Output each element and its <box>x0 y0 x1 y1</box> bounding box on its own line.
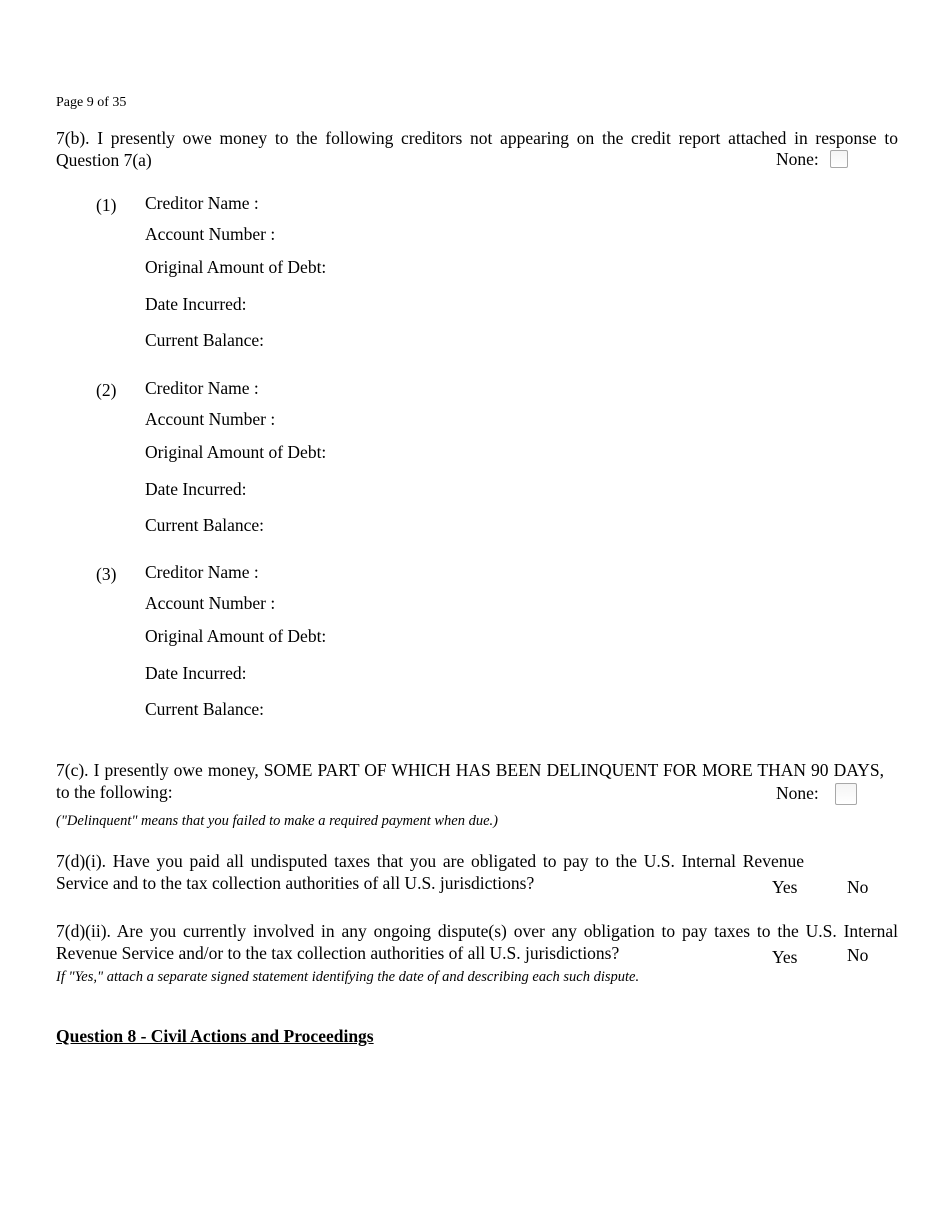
creditor-2-amount-label: Original Amount of Debt: <box>145 442 327 462</box>
creditor-1-name-label: Creditor Name : <box>145 193 259 213</box>
q7c-none-checkbox[interactable] <box>835 783 857 805</box>
creditor-1-amount-label: Original Amount of Debt: <box>145 257 327 277</box>
question-7c-text: 7(c). I presently owe money, SOME PART OF WHICH HAS BEEN DELINQUENT FOR MORE THAN 90 DAYS, to the following: <box>56 760 884 802</box>
q7b-none-checkbox[interactable] <box>830 150 848 168</box>
creditor-1-date-label: Date Incurred: <box>145 294 247 314</box>
creditor-3-balance-label: Current Balance: <box>145 699 265 719</box>
q7di-yes-option[interactable]: Yes <box>772 877 798 897</box>
q7dii-yes-option[interactable]: Yes <box>772 947 798 967</box>
q7di-no-option[interactable]: No <box>847 877 869 897</box>
creditor-3-amount-label: Original Amount of Debt: <box>145 626 327 646</box>
creditor-2-balance-label: Current Balance: <box>145 515 265 535</box>
q7b-none-label: None: <box>776 149 819 169</box>
q7dii-no-option[interactable]: No <box>847 945 869 965</box>
creditor-2-index: (2) <box>96 380 117 400</box>
question-7b-text: 7(b). I presently owe money to the following creditors not appearing on the credit report attached in response to Question 7(a) <box>56 128 898 170</box>
page-number: Page 9 of 35 <box>56 95 127 110</box>
creditor-1-balance-label: Current Balance: <box>145 330 265 350</box>
creditor-2-date-label: Date Incurred: <box>145 479 247 499</box>
creditor-3-index: (3) <box>96 564 117 584</box>
creditor-1-index: (1) <box>96 195 117 215</box>
q7c-none-label: None: <box>776 783 819 803</box>
question-7di-text-content: 7(d)(i). Have you paid all undisputed taxes that you are obligated to pay to the U.S. Internal Revenue Service and to the tax collection authorities of all U.S. jurisdictions? <box>56 851 804 893</box>
q7dii-statement-note: If "Yes," attach a separate signed statement identifying the date of and describing each such dispute. <box>56 969 640 985</box>
creditor-3-name-label: Creditor Name : <box>145 562 259 582</box>
q7c-delinquent-note: ("Delinquent" means that you failed to make a required payment when due.) <box>56 813 498 829</box>
question-7di-text <box>56 850 804 894</box>
question-7dii-text: 7(d)(ii). Are you currently involved in any ongoing dispute(s) over any obligation to pay taxes to the U.S. Internal Revenue Service and/or to the tax collection authorities of all U.S. jurisdictions? <box>56 921 898 963</box>
creditor-1-account-label: Account Number : <box>145 224 276 244</box>
creditor-2-account-label: Account Number : <box>145 409 276 429</box>
question-8-heading: Question 8 - Civil Actions and Proceedings <box>56 1026 374 1046</box>
creditor-3-date-label: Date Incurred: <box>145 663 247 683</box>
creditor-2-name-label: Creditor Name : <box>145 378 259 398</box>
creditor-3-account-label: Account Number : <box>145 593 276 613</box>
